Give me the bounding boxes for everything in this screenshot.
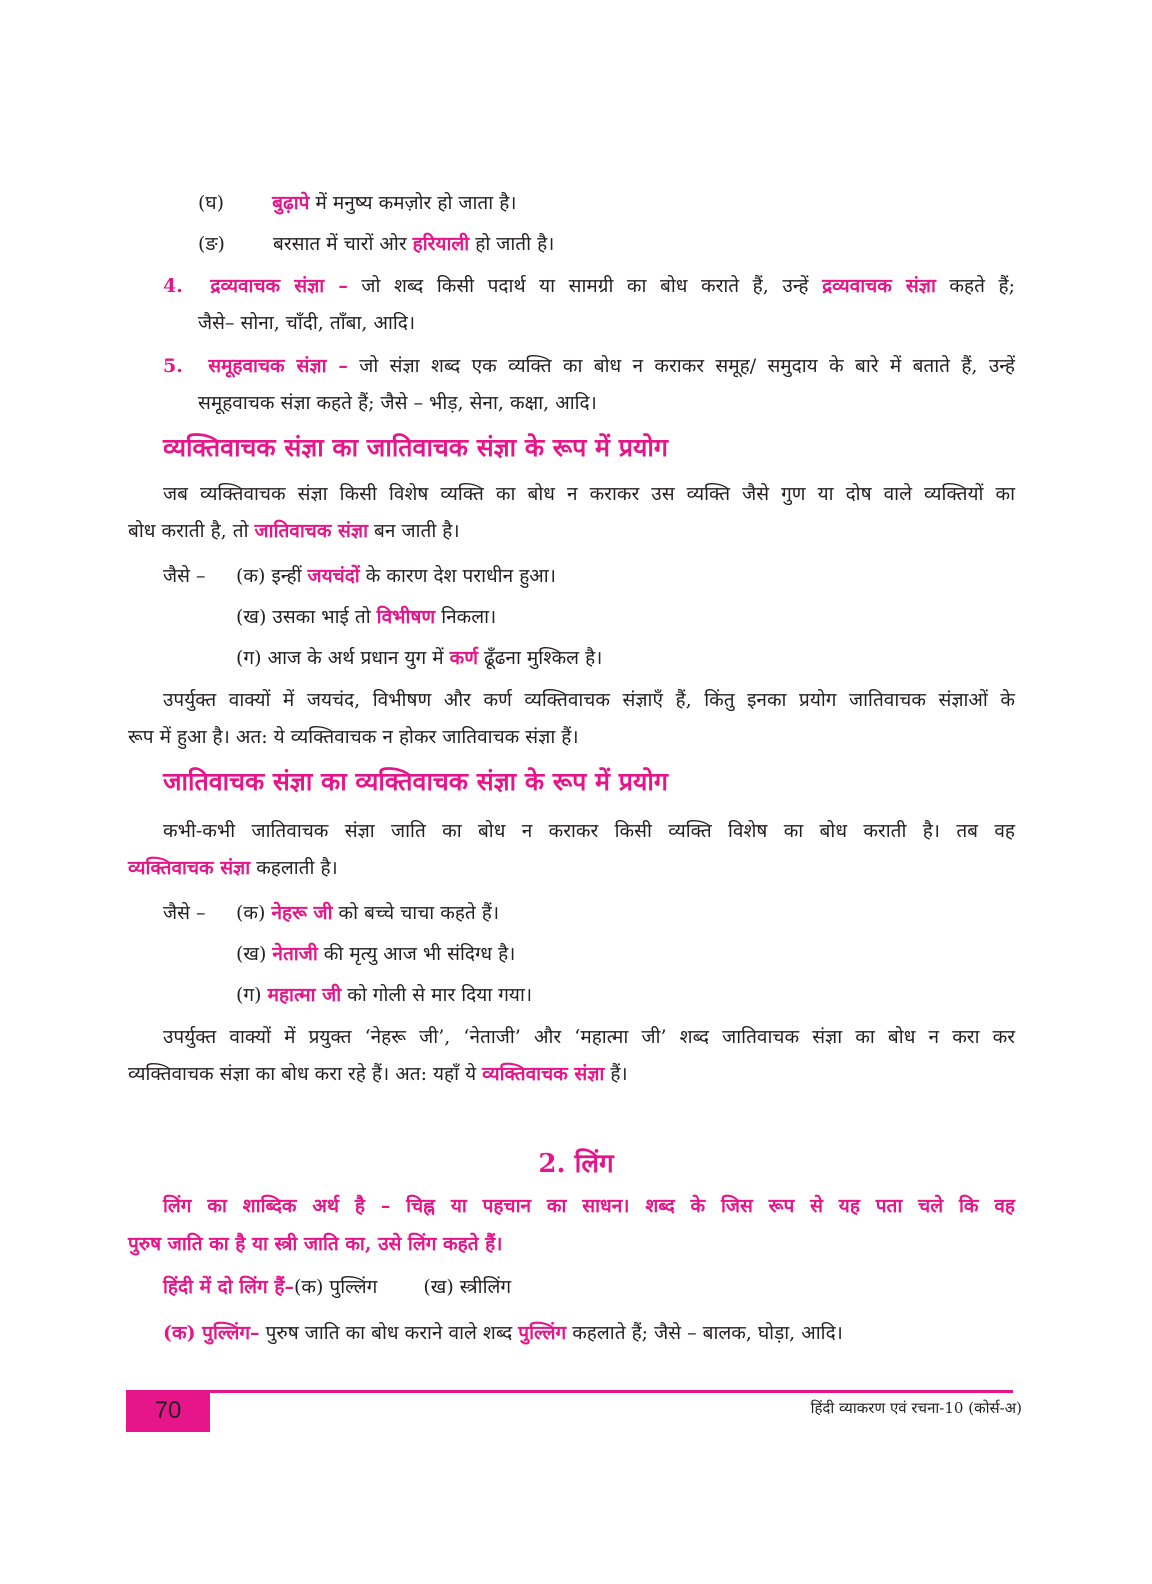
example-label: (ख) [236, 943, 267, 965]
item-5-line2: समूहवाचक संज्ञा कहते हैं; जैसे – भीड़, सेना, कक्षा, आदि। [198, 392, 597, 414]
highlight-term: बुढ़ापे [272, 192, 310, 214]
example-text: इन्हीं [271, 565, 308, 587]
item-term: समूहवाचक संज्ञा – [208, 355, 348, 377]
example-label: (ख) [236, 606, 267, 628]
example-label: (ङ) [198, 233, 225, 255]
highlight-term: व्यक्तिवाचक संज्ञा [128, 857, 251, 879]
type-label: (ख) स्त्रीलिंग [423, 1276, 512, 1298]
example-text: को बच्चे चाचा कहते हैं। [332, 902, 500, 924]
section2-para-line2 [128, 855, 338, 881]
example-label: (ग) [236, 984, 262, 1006]
highlight-term: हिंदी में दो लिंग हैं– [163, 1276, 294, 1298]
section2-example-g [236, 982, 532, 1008]
para-text: बोध कराती है, तो [128, 520, 255, 542]
para-text: कहलाते हैं; जैसे – बालक, घोड़ा, आदि। [566, 1322, 843, 1344]
example-label: (ग) [236, 647, 262, 669]
para-text: पुरुष जाति का बोध कराने वाले शब्द [259, 1322, 519, 1344]
para-text: कहलाती है। [250, 857, 338, 879]
example-label: (घ) [198, 192, 225, 214]
item-4-line2: जैसे– सोना, चाँदी, ताँबा, आदि। [198, 312, 416, 334]
linga-definition-line1: लिंग का शाब्दिक अर्थ है – चिह्न या पहचान का साधन। शब्द के जिस रूप से यह पता चले कि वह [163, 1195, 1015, 1217]
highlight-term: जयचंदों [307, 565, 360, 587]
section-heading-2: जातिवाचक संज्ञा का व्यक्तिवाचक संज्ञा के रूप में प्रयोग [163, 767, 668, 796]
section2-example-kh [236, 941, 515, 967]
section2-summary-line1: उपर्युक्त वाक्यों में प्रयुक्त ‘नेहरू जी’, ‘नेताजी’ और ‘महात्मा जी’ शब्द जातिवाचक संज्ञा का बोध न करा कर [163, 1026, 1015, 1048]
item-number: 5. [163, 355, 183, 377]
example-text: आज के अर्थ प्रधान युग में [267, 647, 450, 669]
section1-summary-line2: रूप में हुआ है। अत: ये व्यक्तिवाचक न होकर जातिवाचक संज्ञा हैं। [128, 726, 579, 748]
example-label: (क) [236, 565, 266, 587]
linga-two-types [163, 1274, 511, 1300]
example-text: की मृत्यु आज भी संदिग्ध है। [317, 943, 516, 965]
example-text: उसका भाई तो [272, 606, 377, 628]
section1-example-kh [236, 604, 496, 630]
section2-para-line1: कभी-कभी जातिवाचक संज्ञा जाति का बोध न कराकर किसी व्यक्ति विशेष का बोध कराती है। तब वह [163, 820, 1015, 842]
highlight-term: हरियाली [412, 233, 470, 255]
highlight-term: नेताजी [272, 943, 318, 965]
para-text: हैं। [604, 1063, 628, 1085]
highlight-term: कर्ण [449, 647, 478, 669]
highlight-term: पुल्लिंग [518, 1322, 567, 1344]
item-term: द्रव्यवाचक संज्ञा [822, 275, 936, 297]
highlight-term: (क) पुल्लिंग– [163, 1322, 260, 1344]
section2-summary-line2 [128, 1061, 628, 1087]
highlight-term: व्यक्तिवाचक संज्ञा [482, 1063, 605, 1085]
example-text: ढूँढना मुश्किल है। [477, 647, 603, 669]
section1-para-line2 [128, 518, 460, 544]
para-text: बन जाती है। [368, 520, 460, 542]
item-text: जो संज्ञा शब्द एक व्यक्ति का बोध न कराकर समूह/ समुदाय के बारे में बताते हैं, उन्हें [347, 355, 1015, 377]
highlight-term: जातिवाचक संज्ञा [254, 520, 369, 542]
highlight-term: महात्मा जी [267, 984, 342, 1006]
example-text: बरसात में चारों ओर [273, 233, 413, 255]
example-nga [198, 231, 554, 257]
section-heading-1: व्यक्तिवाचक संज्ञा का जातिवाचक संज्ञा के रूप में प्रयोग [163, 433, 668, 462]
pulling-definition [163, 1320, 843, 1346]
item-5-line1 [163, 353, 1015, 379]
example-text: में मनुष्य कमज़ोर हो जाता है। [309, 192, 517, 214]
section1-example-k [236, 563, 556, 589]
example-text: के कारण देश पराधीन हुआ। [359, 565, 556, 587]
item-term: द्रव्यवाचक संज्ञा – [210, 275, 348, 297]
item-number: 4. [163, 275, 183, 297]
example-label: (क) [236, 902, 266, 924]
linga-definition-line2: पुरुष जाति का है या स्त्री जाति का, उसे लिंग कहते हैं। [128, 1233, 503, 1255]
example-text: को गोली से मार दिया गया। [341, 984, 533, 1006]
para-text: व्यक्तिवाचक संज्ञा का बोध करा रहे हैं। अत: यहाँ ये [128, 1063, 483, 1085]
book-title: हिंदी व्याकरण एवं रचना-10 (कोर्स-अ) [810, 1399, 1022, 1417]
highlight-term: नेहरू जी [271, 902, 333, 924]
page-number: 70 [126, 1390, 210, 1432]
section2-example-k [236, 900, 499, 926]
section1-jaise: जैसे – [163, 565, 206, 587]
section1-para-line1: जब व्यक्तिवाचक संज्ञा किसी विशेष व्यक्ति का बोध न कराकर उस व्यक्ति जैसे गुण या दोष वाले व्यक्तियों का [163, 483, 1015, 505]
example-gha [198, 190, 517, 216]
example-text: हो जाती है। [469, 233, 555, 255]
section1-example-g [236, 645, 602, 671]
item-4-line1 [163, 273, 1015, 299]
section1-summary-line1: उपर्युक्त वाक्यों में जयचंद, विभीषण और कर्ण व्यक्तिवाचक संज्ञाएँ हैं, किंतु इनका प्रयोग जातिवाचक संज्ञाओं के [163, 689, 1015, 711]
highlight-term: विभीषण [376, 606, 436, 628]
footer-rule [126, 1390, 1013, 1393]
item-text: कहते हैं; [935, 275, 1015, 297]
type-label: (क) पुल्लिंग [293, 1276, 378, 1298]
chapter-title-linga: 2. लिंग [538, 1149, 614, 1179]
item-text: जो शब्द किसी पदार्थ या सामग्री का बोध कराते हैं, उन्हें [347, 275, 823, 297]
example-text: निकला। [435, 606, 497, 628]
section2-jaise: जैसे – [163, 902, 206, 924]
